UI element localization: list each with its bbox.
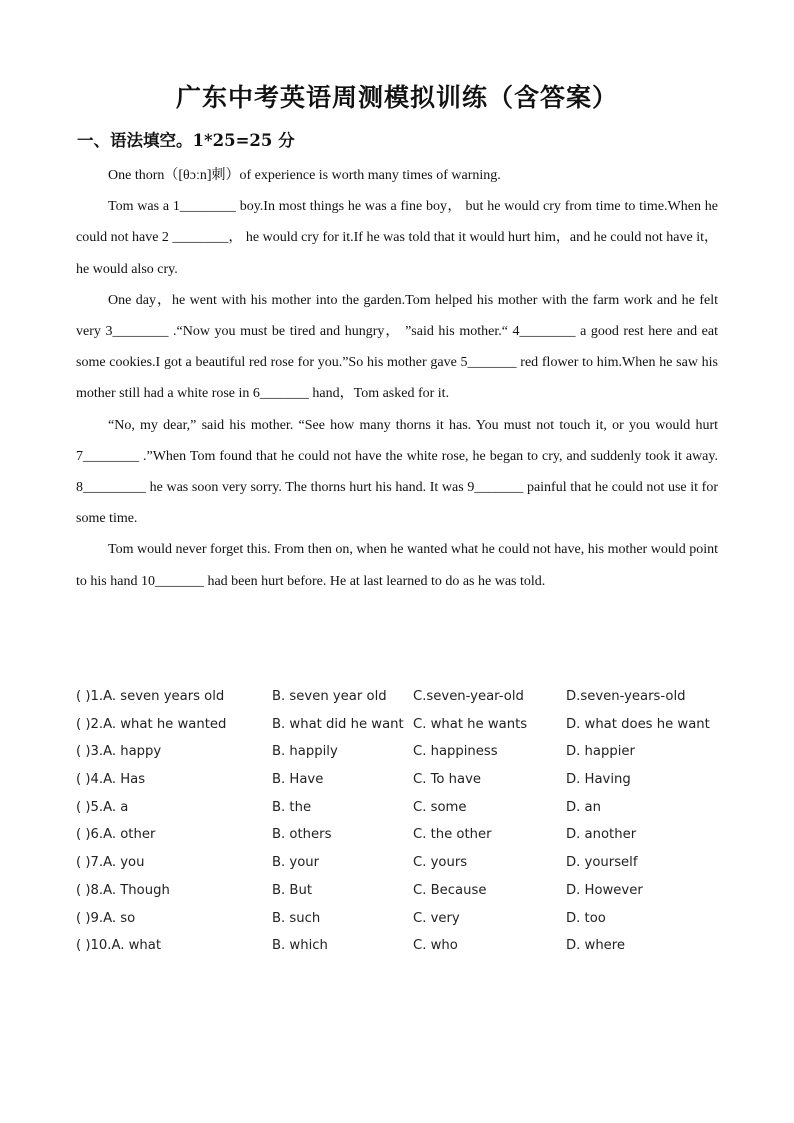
option-b: B. Have — [272, 772, 324, 788]
option-d: D.seven-years-old — [566, 689, 686, 704]
option-a: ( )6.A. other — [76, 827, 156, 843]
option-b: B. seven year old — [272, 689, 387, 704]
option-c: C. the other — [413, 827, 492, 843]
passage-paragraph: “No, my dear,” said his mother. “See how many thorns it has. You must not touch it, or you would hurt 7________ .”When Tom found that he could not have the white rose, he began to cry, and suddenly took it away. 8_________ he was soon very sorry. The thorns hurt his hand. It was 9_______ painful that he could not use it for some time. — [76, 417, 718, 527]
option-d: D. happier — [566, 744, 635, 760]
option-c: C. Because — [413, 882, 487, 898]
option-a: ( )5.A. a — [76, 799, 129, 815]
option-d: D. what does he want — [566, 716, 710, 732]
option-d: D. another — [566, 827, 637, 843]
option-c: C. what he wants — [413, 716, 528, 732]
option-d: D. However — [566, 882, 643, 898]
option-a: ( )3.A. happy — [76, 744, 162, 760]
section-heading: 一、语法填空。1*25=25 分 — [77, 131, 295, 150]
option-a: ( )8.A. Though — [76, 882, 170, 898]
option-a: ( )9.A. so — [76, 910, 136, 926]
option-a: ( )2.A. what he wanted — [76, 716, 227, 732]
option-c: C. yours — [413, 855, 468, 871]
option-a: ( )10.A. what — [76, 938, 162, 954]
option-b: B. happily — [272, 744, 338, 760]
option-d: D. too — [566, 910, 606, 926]
option-c: C. very — [413, 910, 460, 926]
passage-paragraph: Tom was a 1________ boy.In most things he was a fine boy， but he would cry from time to time.When he could not have 2 ________， he would cry for it.If he was told that it would hurt him，and he could not have it， he would also cry. — [76, 199, 718, 277]
passage-paragraph: Tom would never forget this. From then on, when he wanted what he could not have, his mother would point to his hand 10_______ had been hurt before. He at last learned to do as he was told. — [76, 542, 718, 589]
option-d: D. where — [566, 938, 626, 954]
option-c: C. some — [413, 799, 467, 815]
option-c: C. happiness — [413, 744, 498, 760]
page-title: 广东中考英语周测模拟训练（含答案） — [175, 83, 618, 112]
reading-passage — [76, 160, 718, 597]
option-b: B. But — [272, 882, 313, 898]
option-d: D. Having — [566, 772, 631, 788]
option-c: C.seven-year-old — [413, 689, 524, 704]
option-b: B. such — [272, 910, 321, 926]
option-c: C. who — [413, 938, 458, 954]
option-d: D. yourself — [566, 855, 638, 871]
option-b: B. what did he want — [272, 716, 404, 732]
option-a: ( )7.A. you — [76, 855, 145, 871]
option-a: ( )1.A. seven years old — [76, 689, 225, 704]
option-b: B. your — [272, 855, 320, 871]
option-b: B. the — [272, 799, 312, 815]
option-b: B. which — [272, 938, 328, 954]
option-a: ( )4.A. Has — [76, 772, 146, 788]
option-b: B. others — [272, 827, 332, 843]
option-c: C. To have — [413, 772, 482, 788]
passage-paragraph: One day，he went with his mother into the garden.Tom helped his mother with the farm work and he felt very 3________ .“Now you must be tired and hungry， ”said his mother.“ 4________ a good rest here and eat some cookies.I got a beautiful red rose for you.”So his mother gave 5_______ red flower to him.When he saw his mother still had a white rose in 6_______ hand，Tom asked for it. — [76, 292, 718, 402]
passage-paragraph: One thorn（[θɔːn]刺）of experience is worth many times of warning. — [108, 168, 501, 183]
option-d: D. an — [566, 799, 601, 815]
